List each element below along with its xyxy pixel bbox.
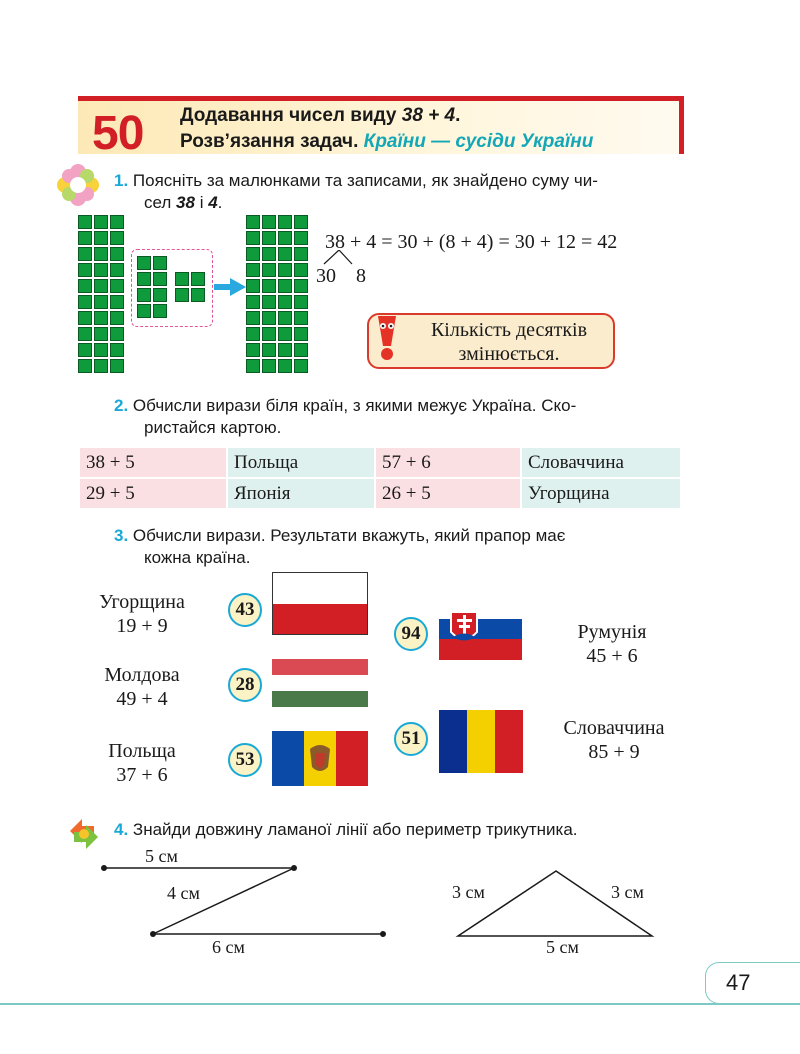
answer-circle: 43	[228, 593, 262, 627]
block-unit	[246, 215, 260, 229]
answer-circle: 51	[394, 722, 428, 756]
lesson-number: 50	[92, 107, 144, 160]
split-right: 8	[356, 265, 366, 287]
block-unit	[246, 231, 260, 245]
block-unit	[294, 231, 308, 245]
block-unit	[94, 215, 108, 229]
block-unit	[262, 247, 276, 261]
block-unit	[278, 295, 292, 309]
answer-circle: 94	[394, 617, 428, 651]
block-unit	[246, 295, 260, 309]
block-unit	[110, 247, 124, 261]
block-unit	[294, 327, 308, 341]
table-cell: Словаччина	[521, 447, 681, 478]
task1-line1: Поясніть за малюнками та записами, як знайдено суму чи-	[132, 171, 598, 190]
task3-line1: Обчисли вирази. Результати вкажуть, який прапор має	[132, 526, 566, 545]
task2-text	[114, 395, 686, 417]
split-lines	[316, 250, 366, 266]
task4-number: 4.	[114, 820, 129, 839]
block-unit	[94, 327, 108, 341]
block-unit	[278, 327, 292, 341]
note-text	[404, 318, 614, 366]
arrow-right-icon	[214, 278, 246, 296]
triangle-side-label: 5 см	[546, 937, 579, 957]
table-cell: Японія	[227, 478, 375, 509]
block-unit	[110, 215, 124, 229]
table-cell: 26 + 5	[375, 478, 521, 509]
task3-number: 3.	[114, 526, 129, 545]
block-unit	[262, 327, 276, 341]
table-row	[79, 478, 681, 509]
block-unit	[94, 231, 108, 245]
block-unit	[278, 311, 292, 325]
block-unit	[94, 359, 108, 373]
country-expression: 19 + 9	[116, 615, 168, 637]
countries-table	[78, 446, 682, 510]
block-unit	[78, 311, 92, 325]
country-expression: 85 + 9	[588, 741, 640, 763]
task1-number: 1.	[114, 171, 129, 190]
country-name: Угорщина	[99, 591, 185, 613]
block-unit	[246, 279, 260, 293]
title-expression: 38 + 4	[401, 105, 456, 126]
block-unit	[78, 215, 92, 229]
flag-hungary	[272, 659, 368, 707]
page-number-tab	[705, 962, 800, 1004]
country-hungary	[82, 590, 202, 638]
segment-label: 4 см	[167, 883, 200, 903]
block-unit	[94, 263, 108, 277]
country-moldova	[82, 663, 202, 711]
task1-n1: 38	[176, 193, 195, 212]
block-unit	[294, 263, 308, 277]
task2-text-2: ристайся картою.	[144, 418, 282, 437]
block-unit	[278, 215, 292, 229]
task1-equation: 38 + 4 = 30 + (8 + 4) = 30 + 12 = 42	[325, 231, 618, 253]
task2-number: 2.	[114, 396, 129, 415]
task1-dot: .	[217, 193, 223, 212]
block-unit	[294, 215, 308, 229]
country-romania	[552, 620, 672, 668]
block-unit	[278, 343, 292, 357]
block-unit	[278, 263, 292, 277]
country-name: Молдова	[104, 664, 180, 686]
table-cell: 38 + 5	[79, 447, 227, 478]
country-slovakia	[548, 716, 680, 764]
title-dot: .	[455, 105, 461, 126]
block-unit	[262, 263, 276, 277]
block-unit	[78, 327, 92, 341]
block-unit	[262, 311, 276, 325]
task1-text-2	[144, 192, 222, 214]
country-name: Польща	[108, 740, 176, 762]
task2-line1: Обчисли вирази біля країн, з якими межує Україна. Ско-	[132, 396, 577, 415]
task3-text-2: кожна країна.	[144, 548, 251, 567]
split-left: 30	[316, 265, 336, 287]
block-unit	[278, 247, 292, 261]
triangle-side-label: 3 см	[611, 882, 644, 902]
country-expression: 49 + 4	[116, 688, 168, 710]
bottom-rule	[0, 1003, 800, 1005]
block-unit	[246, 263, 260, 277]
block-unit	[262, 359, 276, 373]
block-unit	[278, 231, 292, 245]
flag-slovakia	[439, 598, 522, 660]
block-unit	[246, 343, 260, 357]
answer-circle: 53	[228, 743, 262, 777]
block-unit	[78, 343, 92, 357]
task1-n2: 4	[208, 193, 218, 212]
flower-icon	[55, 162, 101, 208]
block-unit	[246, 359, 260, 373]
cycle-arrows-icon	[64, 813, 104, 855]
block-unit	[278, 359, 292, 373]
task1-text	[114, 170, 686, 192]
block-unit	[294, 359, 308, 373]
block-unit	[262, 295, 276, 309]
lesson-title	[180, 105, 460, 127]
ones-dashed-frame	[131, 249, 213, 327]
block-unit	[110, 359, 124, 373]
block-unit	[78, 231, 92, 245]
block-unit	[262, 279, 276, 293]
broken-line-figure	[96, 860, 396, 942]
block-unit	[294, 247, 308, 261]
block-unit	[294, 343, 308, 357]
block-unit	[262, 343, 276, 357]
country-poland	[82, 739, 202, 787]
task3-text	[114, 525, 686, 547]
triangle-side-label: 3 см	[452, 882, 485, 902]
block-unit	[262, 231, 276, 245]
block-unit	[94, 279, 108, 293]
table-cell: 57 + 6	[375, 447, 521, 478]
block-unit	[78, 359, 92, 373]
triangle-figure	[455, 868, 657, 940]
block-unit	[94, 247, 108, 261]
block-unit	[110, 327, 124, 341]
country-expression: 45 + 6	[586, 645, 638, 667]
segment-label: 6 см	[212, 937, 245, 957]
answer-circle: 28	[228, 668, 262, 702]
segment-label: 5 см	[145, 846, 178, 866]
block-unit	[94, 295, 108, 309]
exclamation-icon	[372, 314, 402, 362]
block-unit	[94, 311, 108, 325]
table-cell: Угорщина	[521, 478, 681, 509]
block-unit	[294, 311, 308, 325]
task1-line2: сел	[144, 193, 177, 212]
block-unit	[110, 343, 124, 357]
block-unit	[110, 295, 124, 309]
country-name: Румунія	[577, 621, 647, 643]
title-text: Додавання чисел виду	[180, 105, 402, 126]
block-unit	[110, 231, 124, 245]
page-number: 47	[726, 970, 751, 995]
block-unit	[78, 263, 92, 277]
block-unit	[110, 263, 124, 277]
task4-text	[114, 819, 686, 841]
block-unit	[110, 311, 124, 325]
flag-poland	[272, 572, 368, 635]
block-unit	[246, 311, 260, 325]
lesson-topic: Країни — сусіди України	[363, 131, 594, 152]
table-row	[79, 447, 681, 478]
task1-and: і	[194, 193, 209, 212]
block-unit	[294, 279, 308, 293]
block-unit	[78, 279, 92, 293]
block-unit	[94, 343, 108, 357]
block-unit	[278, 279, 292, 293]
block-unit	[246, 327, 260, 341]
country-expression: 37 + 6	[116, 764, 168, 786]
subtitle-text: Розв’язання задач.	[180, 131, 364, 152]
table-cell: Польща	[227, 447, 375, 478]
block-unit	[78, 247, 92, 261]
block-unit	[110, 279, 124, 293]
lesson-subtitle	[180, 131, 593, 153]
note-line2: змінюється.	[458, 343, 560, 365]
block-unit	[78, 295, 92, 309]
note-line1: Кількість десятків	[430, 319, 588, 341]
country-name: Словаччина	[563, 717, 665, 739]
block-unit	[262, 215, 276, 229]
block-unit	[246, 247, 260, 261]
task4-line1: Знайди довжину ламаної лінії або периметр трикутника.	[132, 820, 578, 839]
table-cell: 29 + 5	[79, 478, 227, 509]
flag-romania	[439, 710, 523, 773]
flag-moldova	[272, 731, 368, 786]
block-unit	[294, 295, 308, 309]
